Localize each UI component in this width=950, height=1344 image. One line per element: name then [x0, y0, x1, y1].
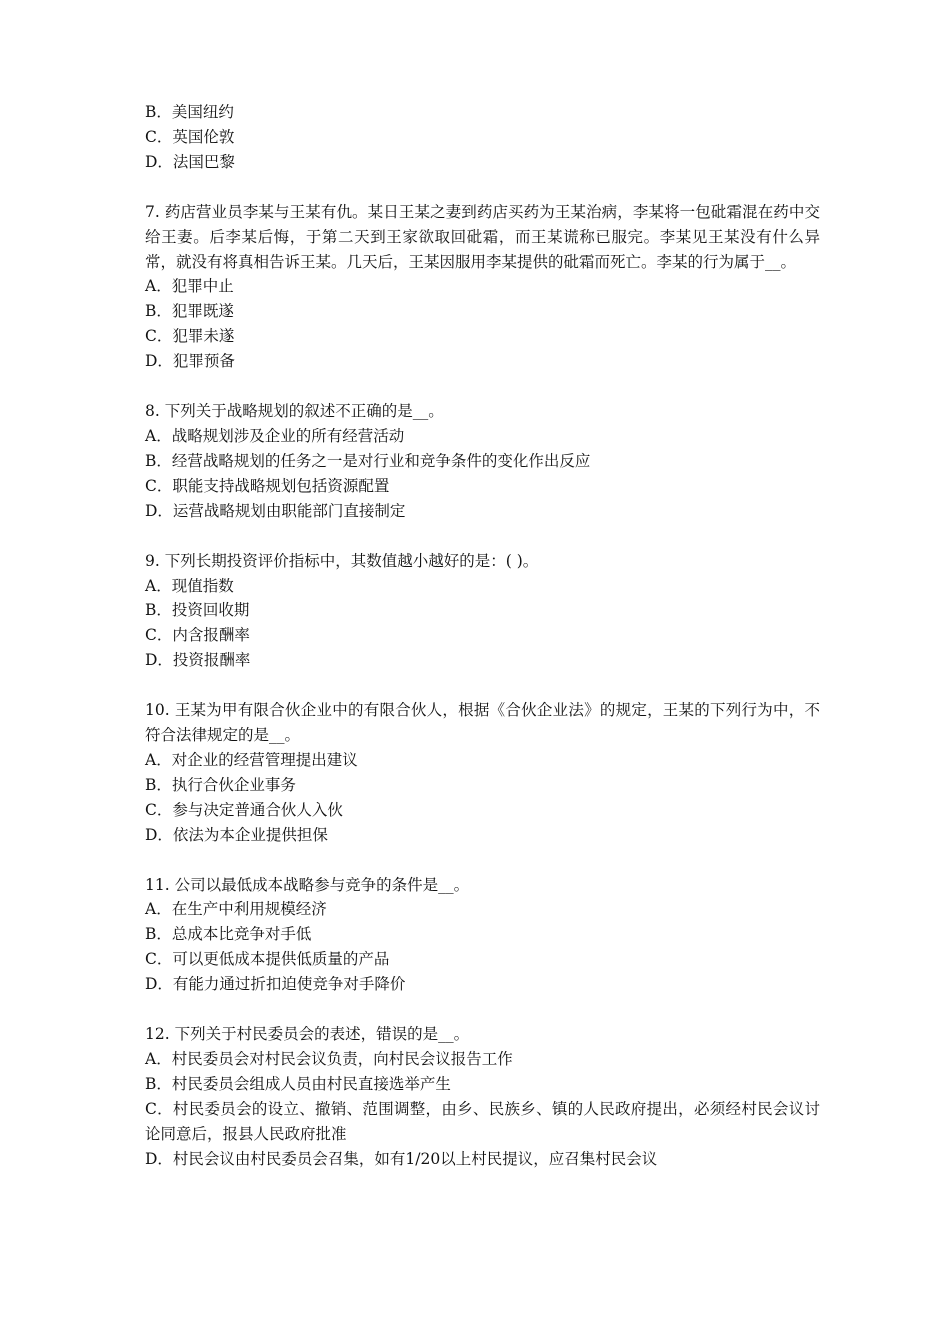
option: D．有能力通过折扣迫使竞争对手降价 [145, 975, 406, 994]
option: A．村民委员会对村民会议负责，向村民会议报告工作 [145, 1050, 513, 1068]
option: A．战略规划涉及企业的所有经营活动 [145, 426, 405, 445]
option: D．依法为本企业提供担保 [145, 825, 328, 844]
option: D．犯罪预备 [145, 352, 235, 371]
question-11 [145, 873, 820, 998]
prev-question-options [145, 100, 820, 175]
question-stem: 11. 公司以最低成本战略参与竞争的条件是__。 [145, 875, 470, 894]
question-stem: 10. 王某为甲有限合伙企业中的有限合伙人，根据《合伙企业法》的规定，王某的下列行为中，不符合法律规定的是__。 [145, 701, 820, 745]
option: D．村民会议由村民委员会召集，如有1/20以上村民提议，应召集村民会议 [145, 1149, 658, 1168]
option: D．运营战略规划由职能部门直接制定 [145, 501, 406, 520]
option: D．法国巴黎 [145, 152, 235, 171]
question-stem: 8. 下列关于战略规划的叙述不正确的是__。 [145, 402, 444, 421]
option: A．犯罪中止 [145, 277, 234, 296]
question-8 [145, 399, 820, 524]
option: C．参与决定普通合伙人入伙 [145, 800, 343, 819]
question-12 [145, 1022, 820, 1171]
document-page [145, 100, 820, 1172]
option: B．犯罪既遂 [145, 302, 234, 321]
option: B．投资回收期 [145, 601, 250, 620]
question-stem: 12. 下列关于村民委员会的表述，错误的是__。 [145, 1025, 470, 1044]
option: C．英国伦敦 [145, 127, 235, 146]
question-9 [145, 549, 820, 674]
option: C．村民委员会的设立、撤销、范围调整，由乡、民族乡、镇的人民政府提出，必须经村民会议讨论同意后，报县人民政府批准 [145, 1099, 820, 1143]
option: A．现值指数 [145, 576, 234, 595]
option: B．美国纽约 [145, 103, 234, 121]
option: A．在生产中利用规模经济 [145, 900, 327, 919]
option: C．犯罪未遂 [145, 327, 235, 346]
option: C．职能支持战略规划包括资源配置 [145, 476, 390, 495]
question-stem: 7. 药店营业员李某与王某有仇。某日王某之妻到药店买药为王某治病，李某将一包砒霜混在药中交给王妻。后李某后悔，于第二天到王家欲取回砒霜，而王某谎称已服完。李某见王某没有什么异常，就没有将真相告诉王某。几天后，王某因服用李某提供的砒霜而死亡。李某的行为属于__。 [145, 202, 820, 271]
option: B．总成本比竞争对手低 [145, 925, 312, 944]
option: C．内含报酬率 [145, 626, 250, 645]
option: C．可以更低成本提供低质量的产品 [145, 950, 390, 969]
question-7 [145, 200, 820, 374]
question-stem: 9. 下列长期投资评价指标中，其数值越小越好的是：( )。 [145, 551, 539, 570]
option: D．投资报酬率 [145, 651, 251, 670]
option: B．执行合伙企业事务 [145, 775, 296, 794]
option: A．对企业的经营管理提出建议 [145, 750, 358, 769]
option: B．村民委员会组成人员由村民直接选举产生 [145, 1074, 451, 1093]
question-10 [145, 698, 820, 847]
option: B．经营战略规划的任务之一是对行业和竞争条件的变化作出反应 [145, 451, 591, 470]
